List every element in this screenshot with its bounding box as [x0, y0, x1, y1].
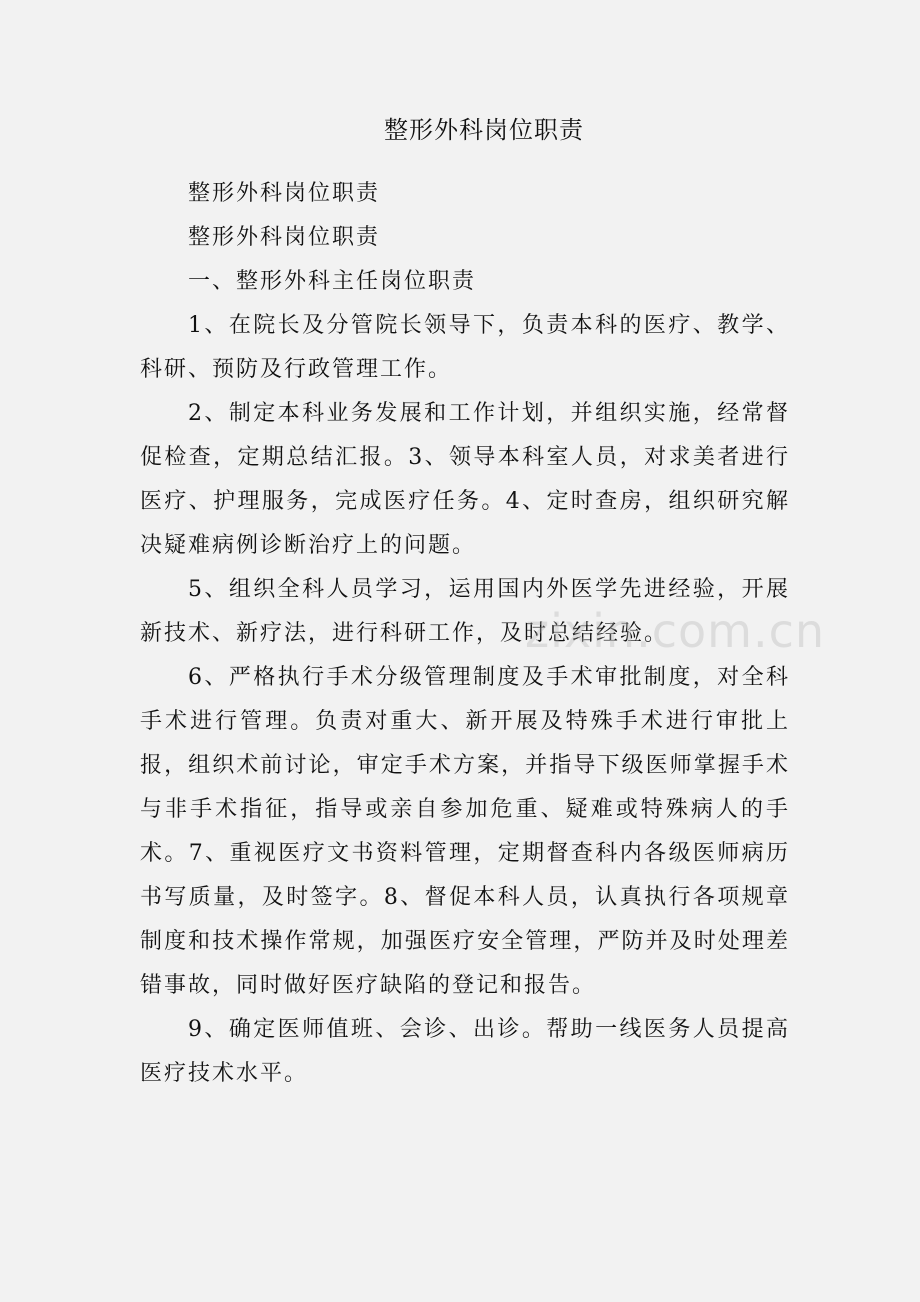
paragraph-7: 6、严格执行手术分级管理制度及手术审批制度，对全科手术进行管理。负责对重大、新开展及特殊手术进行审批上报，组织术前讨论，审定手术方案，并指导下级医师掌握手术与非手术指征，指导或亲自参加危重、疑难或特殊病人的手术。7、重视医疗文书资料管理，定期督查科内各级医师病历书写质量，及时签字。8、督促本科人员，认真执行各项规章制度和技术操作常规，加强医疗安全管理，严防并及时处理差错事故，同时做好医疗缺陷的登记和报告。 — [140, 665, 790, 998]
watermark: zixin.com.cn — [525, 604, 826, 658]
paragraph-3: 一、整形外科主任岗位职责 — [188, 269, 477, 294]
paragraph-1: 整形外科岗位职责 — [188, 181, 381, 206]
paragraph-5: 2、制定本科业务发展和工作计划，并组织实施，经常督促检查，定期总结汇报。3、领导本科室人员，对求美者进行医疗、护理服务，完成医疗任务。4、定时查房，组织研究解决疑难病例诊断治疗上的问题。 — [140, 401, 790, 558]
document-title: 整形外科岗位职责 — [384, 116, 584, 144]
paragraph-6: 5、组织全科人员学习，运用国内外医学先进经验，开展新技术、新疗法，进行科研工作，及时总结经验。 — [140, 577, 790, 646]
paragraph-8: 9、确定医师值班、会诊、出诊。帮助一线医务人员提高医疗技术水平。 — [140, 1017, 790, 1086]
paragraph-4: 1、在院长及分管院长领导下，负责本科的医疗、教学、科研、预防及行政管理工作。 — [140, 313, 790, 382]
paragraph-2: 整形外科岗位职责 — [188, 225, 381, 250]
